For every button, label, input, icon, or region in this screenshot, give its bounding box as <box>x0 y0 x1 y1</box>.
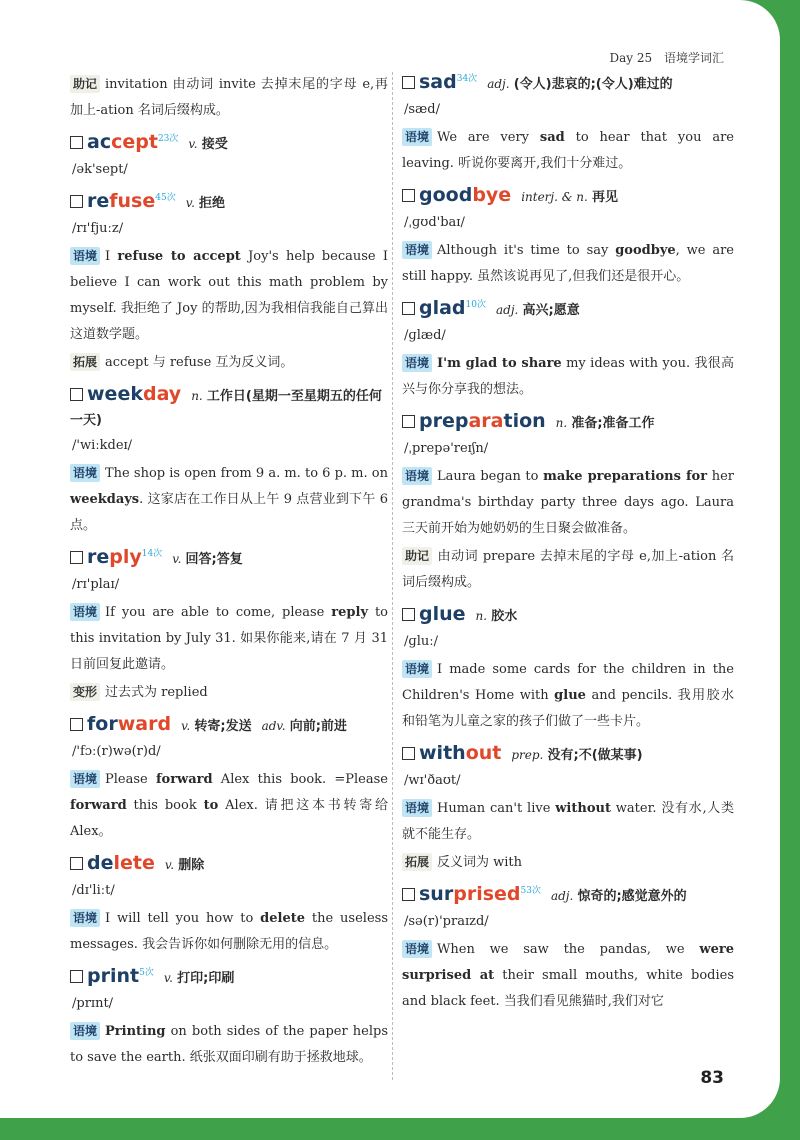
page-number: 83 <box>700 1068 724 1088</box>
frequency-badge: 53次 <box>520 886 541 896</box>
phonetic: /wɪ'ðaʊt/ <box>404 773 461 788</box>
example: 语境 I refuse to accept Joy's help because I believe I can work out this math problem by myself. 我拒绝了 Joy 的帮助,因为我相信我能自己算出这道数学题。 <box>70 249 388 342</box>
example: 语境 Laura began to make preparations for her grandma's birthday party three days ago. Laura 三天前开始为她奶奶的生日聚会做准备。 <box>402 469 734 536</box>
part-of-speech: n. <box>191 389 203 403</box>
entry-sad <box>402 70 734 177</box>
headword: preparation <box>419 410 546 432</box>
headword: delete <box>87 852 155 874</box>
example-tag: 语境 <box>402 799 432 817</box>
section-title: 语境学词汇 <box>663 51 724 65</box>
meaning: 惊奇的;感觉意外的 <box>577 889 687 904</box>
headword: accept <box>87 131 158 153</box>
example: 语境 When we saw the pandas, we were surprised at their small mouths, white bodies and black feet. 当我们看见熊猫时,我们对它 <box>402 942 734 1009</box>
example: 语境 The shop is open from 9 a. m. to 6 p. m. on weekdays. 这家店在工作日从上午 9 点营业到下午 6 点。 <box>70 466 388 533</box>
meaning-2: 向前;前进 <box>289 719 347 734</box>
frequency-badge: 45次 <box>155 193 176 203</box>
phonetic: /rɪ'plaɪ/ <box>72 577 120 592</box>
part-of-speech: adj. <box>550 889 574 903</box>
entry-refuse <box>70 189 388 376</box>
phonetic: /ək'sept/ <box>72 162 128 177</box>
phonetic: /'wiːkdeɪ/ <box>72 438 133 453</box>
right-column <box>402 70 734 1021</box>
example-tag: 语境 <box>402 128 432 146</box>
part-of-speech: v. <box>185 196 195 210</box>
note-text: invitation 由动词 invite 去掉末尾的字母 e,再加上-ation 名词后缀构成。 <box>70 77 388 118</box>
part-of-speech: v. <box>163 971 173 985</box>
headword: goodbye <box>419 184 512 206</box>
checkbox[interactable] <box>70 857 83 870</box>
example: 语境 Printing on both sides of the paper helps to save the earth. 纸张双面印刷有助于拯救地球。 <box>70 1024 388 1065</box>
entry-glue <box>402 602 734 735</box>
part-of-speech: v. <box>172 552 182 566</box>
checkbox[interactable] <box>402 76 415 89</box>
entry-accept <box>70 130 388 183</box>
phonetic: /sə(r)'praɪzd/ <box>404 914 489 929</box>
phonetic: /prɪnt/ <box>72 996 114 1011</box>
meaning: 打印;印刷 <box>177 971 235 986</box>
checkbox[interactable] <box>70 551 83 564</box>
headword: forward <box>87 713 172 735</box>
note: 变形 过去式为 replied <box>70 680 388 706</box>
example-tag: 语境 <box>402 241 432 259</box>
phonetic: /ɡlæd/ <box>404 328 446 343</box>
example: 语境 I will tell you how to delete the useless messages. 我会告诉你如何删除无用的信息。 <box>70 911 388 952</box>
note-tag: 助记 <box>70 75 100 93</box>
checkbox[interactable] <box>402 608 415 621</box>
phonetic: /'fɔː(r)wə(r)d/ <box>72 744 161 759</box>
checkbox[interactable] <box>70 195 83 208</box>
part-of-speech: n. <box>475 609 488 623</box>
checkbox[interactable] <box>70 718 83 731</box>
checkbox[interactable] <box>402 747 415 760</box>
note: 拓展 accept 与 refuse 互为反义词。 <box>70 350 388 376</box>
part-of-speech: v. <box>188 137 198 151</box>
meaning: 没有;不(做某事) <box>547 748 643 763</box>
part-of-speech: v. <box>181 719 191 733</box>
entry-forward <box>70 712 388 845</box>
example: 语境 Although it's time to say goodbye, we are still happy. 虽然该说再见了,但我们还是很开心。 <box>402 243 734 284</box>
note-tag: 拓展 <box>70 353 100 371</box>
headword: glue <box>419 603 466 625</box>
entry-without <box>402 741 734 876</box>
entry-preparation <box>402 409 734 596</box>
part-of-speech: interj. & n. <box>521 190 588 204</box>
example-tag: 语境 <box>70 909 100 927</box>
example-tag: 语境 <box>70 247 100 265</box>
example: 语境 If you are able to come, please reply to this invitation by July 31. 如果你能来,请在 7 月 31 日前回复此邀请。 <box>70 605 388 672</box>
checkbox[interactable] <box>402 189 415 202</box>
example-tag: 语境 <box>402 467 432 485</box>
frequency-badge: 10次 <box>465 300 486 310</box>
headword: sad <box>419 71 457 93</box>
headword: without <box>419 742 502 764</box>
example-tag: 语境 <box>70 1022 100 1040</box>
meaning: (令人)悲哀的;(令人)难过的 <box>513 77 673 92</box>
headword: refuse <box>87 190 156 212</box>
meaning: 准备;准备工作 <box>571 416 655 431</box>
example: 语境 We are very sad to hear that you are leaving. 听说你要离开,我们十分难过。 <box>402 130 734 171</box>
frequency-badge: 14次 <box>141 549 163 559</box>
example-tag: 语境 <box>402 940 432 958</box>
meaning: 高兴;愿意 <box>522 303 580 318</box>
note-invitation <box>70 72 388 124</box>
headword: surprised <box>419 883 521 905</box>
example-tag: 语境 <box>70 603 100 621</box>
checkbox[interactable] <box>402 415 415 428</box>
example: 语境 Human can't live without water. 没有水,人类就不能生存。 <box>402 801 734 842</box>
note: 拓展 反义词为 with <box>402 850 734 876</box>
headword: print <box>87 965 140 987</box>
example-tag: 语境 <box>70 464 100 482</box>
example: 语境 I'm glad to share my ideas with you. 我很高兴与你分享我的想法。 <box>402 356 734 397</box>
example-tag: 语境 <box>70 770 100 788</box>
headword: weekday <box>87 383 182 405</box>
entry-goodbye <box>402 183 734 290</box>
entry-reply <box>70 545 388 706</box>
entry-surprised <box>402 882 734 1015</box>
note: 助记 由动词 prepare 去掉末尾的字母 e,加上-ation 名词后缀构成。 <box>402 549 734 590</box>
part-of-speech-2: adv. <box>261 719 286 733</box>
meaning: 工作日(星期一至星期五的任何一天) <box>70 389 382 428</box>
page-header <box>610 49 724 66</box>
note-tag: 拓展 <box>402 853 432 871</box>
entry-glad <box>402 296 734 403</box>
day-label: Day 25 <box>609 51 653 65</box>
column-divider <box>392 72 393 1080</box>
frequency-badge: 23次 <box>157 134 179 144</box>
phonetic: /ɡluː/ <box>404 634 438 649</box>
checkbox[interactable] <box>402 888 415 901</box>
example-tag: 语境 <box>402 660 432 678</box>
meaning: 再见 <box>591 190 618 205</box>
meaning: 回答;答复 <box>185 552 243 567</box>
frequency-badge: 34次 <box>456 74 478 84</box>
headword: reply <box>87 546 142 568</box>
example-tag: 语境 <box>402 354 432 372</box>
checkbox[interactable] <box>402 302 415 315</box>
meaning: 拒绝 <box>199 196 226 211</box>
checkbox[interactable] <box>70 970 83 983</box>
entry-delete <box>70 851 388 958</box>
part-of-speech: adj. <box>496 303 519 317</box>
meaning: 删除 <box>178 858 205 873</box>
checkbox[interactable] <box>70 388 83 401</box>
part-of-speech: adj. <box>487 77 510 91</box>
part-of-speech: v. <box>164 858 175 872</box>
example: 语境 Please forward Alex this book. =Please forward this book to Alex. 请把这本书转寄给 Alex。 <box>70 772 388 839</box>
meaning: 胶水 <box>491 609 518 624</box>
headword: glad <box>419 297 466 319</box>
phonetic: /dɪ'liːt/ <box>72 883 115 898</box>
entry-weekday <box>70 382 388 539</box>
checkbox[interactable] <box>70 136 83 149</box>
part-of-speech: prep. <box>511 748 544 762</box>
entry-print <box>70 964 388 1071</box>
phonetic: /sæd/ <box>404 102 440 117</box>
part-of-speech: n. <box>555 416 568 430</box>
note-tag: 变形 <box>70 683 100 701</box>
phonetic: /ˌɡʊd'baɪ/ <box>404 215 465 230</box>
example: 语境 I made some cards for the children in the Children's Home with glue and pencils. 我用胶水和铅笔为儿童之家的孩子们做了一些卡片。 <box>402 662 734 729</box>
meaning: 接受 <box>201 137 228 152</box>
phonetic: /ˌprepə'reɪʃn/ <box>404 441 489 456</box>
frequency-badge: 5次 <box>139 968 154 978</box>
left-column <box>70 70 388 1077</box>
note-tag: 助记 <box>402 547 432 565</box>
phonetic: /rɪ'fjuːz/ <box>72 221 124 236</box>
meaning: 转寄;发送 <box>194 719 252 734</box>
